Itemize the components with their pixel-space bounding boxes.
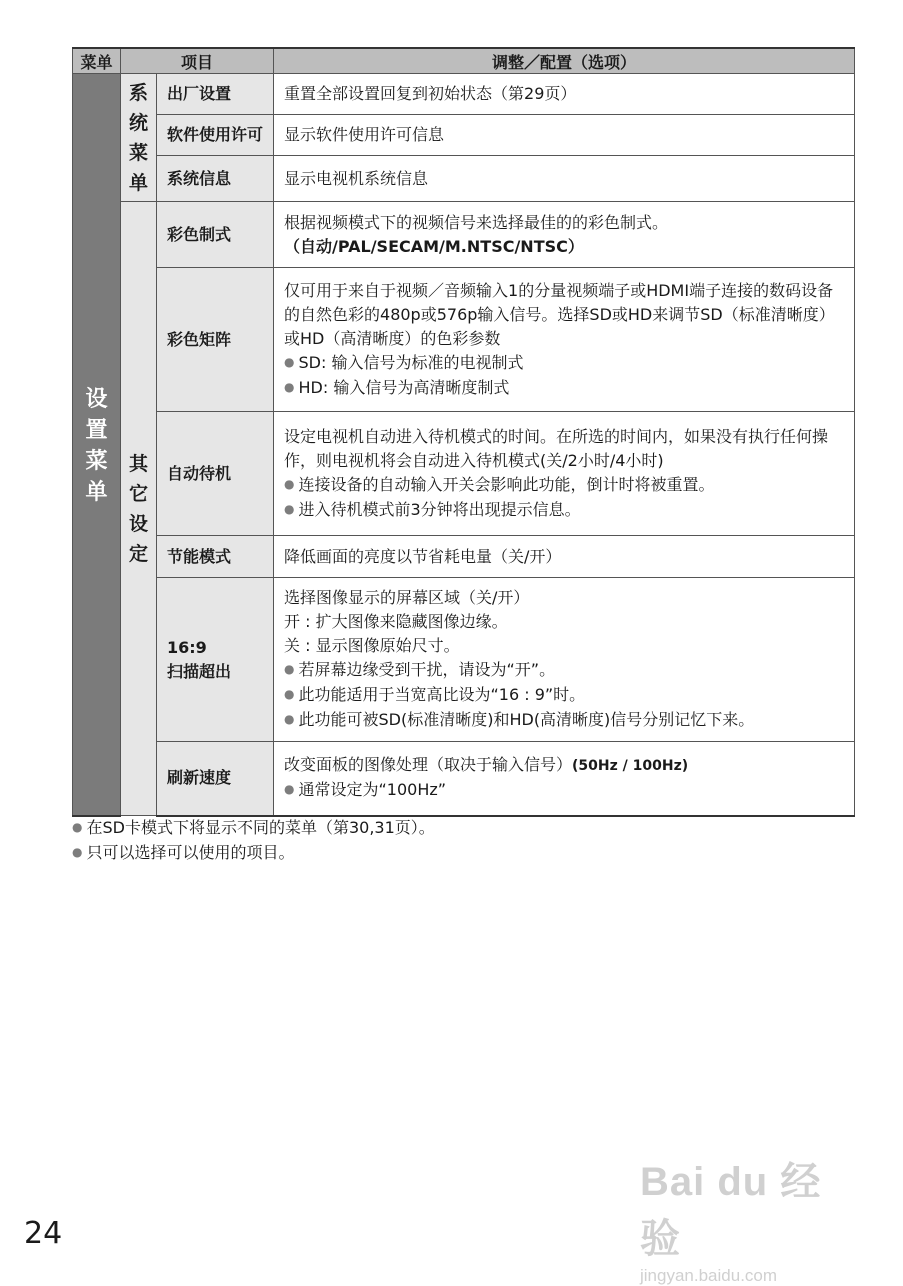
table-row — [73, 115, 855, 156]
item-label: 自动待机 — [157, 412, 274, 536]
group-system-cell — [121, 74, 157, 202]
footnote: ● 只可以选择可以使用的项目。 — [72, 841, 435, 866]
item-description: 显示软件使用许可信息 — [274, 115, 855, 156]
group-other-label: 其它设定 — [128, 452, 148, 565]
table-row — [73, 156, 855, 202]
table-row — [73, 202, 855, 268]
item-label: 节能模式 — [157, 536, 274, 578]
item-label: 软件使用许可 — [157, 115, 274, 156]
item-label: 彩色矩阵 — [157, 268, 274, 412]
table-row — [73, 536, 855, 578]
item-description: 根据视频模式下的视频信号来选择最佳的的彩色制式。 （自动/PAL/SECAM/M.NTSC/NTSC） — [274, 202, 855, 268]
item-description: 仅可用于来自于视频／音频输入1的分量视频端子或HDMI端子连接的数码设备的自然色彩的480p或576p输入信号。选择SD或HD来调节SD（标准清晰度）或HD（高清晰度）的色彩参数 ● SD: 输入信号为标准的电视制式 ● HD: 输入信号为高清晰度制式 — [274, 268, 855, 412]
footnotes — [72, 816, 435, 866]
item-description: 改变面板的图像处理（取决于输入信号）(50Hz / 100Hz) ● 通常设定为“100Hz” — [274, 742, 855, 816]
table-row — [73, 742, 855, 816]
header-menu: 菜单 — [73, 48, 121, 74]
item-label: 系统信息 — [157, 156, 274, 202]
menu-name-cell — [73, 74, 121, 816]
settings-menu-table — [72, 47, 855, 817]
table-row — [73, 268, 855, 412]
group-other-cell — [121, 202, 157, 816]
item-label: 刷新速度 — [157, 742, 274, 816]
table-row — [73, 74, 855, 115]
table-header-row — [73, 48, 855, 74]
header-adjust: 调整／配置（选项） — [274, 48, 855, 74]
watermark-url: jingyan.baidu.com — [640, 1266, 778, 1285]
item-description: 重置全部设置回复到初始状态（第29页） — [274, 74, 855, 115]
group-system-label: 系统菜单 — [128, 81, 148, 194]
item-label: 彩色制式 — [157, 202, 274, 268]
baidu-logo: Bai du 经验 — [640, 1160, 822, 1261]
table-row — [73, 578, 855, 742]
item-description: 设定电视机自动进入待机模式的时间。在所选的时间内，如果没有执行任何操作，则电视机将会自动进入待机模式(关/2小时/4小时) ● 连接设备的自动输入开关会影响此功能，倒计时将被重置。 ● 进入待机模式前3分钟将出现提示信息。 — [274, 412, 855, 536]
table-row — [73, 412, 855, 536]
header-item: 项目 — [121, 48, 274, 74]
item-label: 16:9 扫描超出 — [157, 578, 274, 742]
item-description: 显示电视机系统信息 — [274, 156, 855, 202]
menu-name: 设置菜单 — [85, 387, 108, 506]
item-description: 选择图像显示的屏幕区域（关/开） 开 : 扩大图像来隐藏图像边缘。 关 : 显示图像原始尺寸。 ● 若屏幕边缘受到干扰，请设为“开”。 ● 此功能适用于当宽高比设为“16 : 9”时。 ● 此功能可被SD(标准清晰度)和HD(高清晰度)信号分别记忆下来。 — [274, 578, 855, 742]
footnote: ● 在SD卡模式下将显示不同的菜单（第30,31页）。 — [72, 816, 435, 841]
page-number: 24 — [24, 1216, 63, 1251]
item-description: 降低画面的亮度以节省耗电量（关/开） — [274, 536, 855, 578]
item-label: 出厂设置 — [157, 74, 274, 115]
watermark — [640, 1150, 850, 1285]
